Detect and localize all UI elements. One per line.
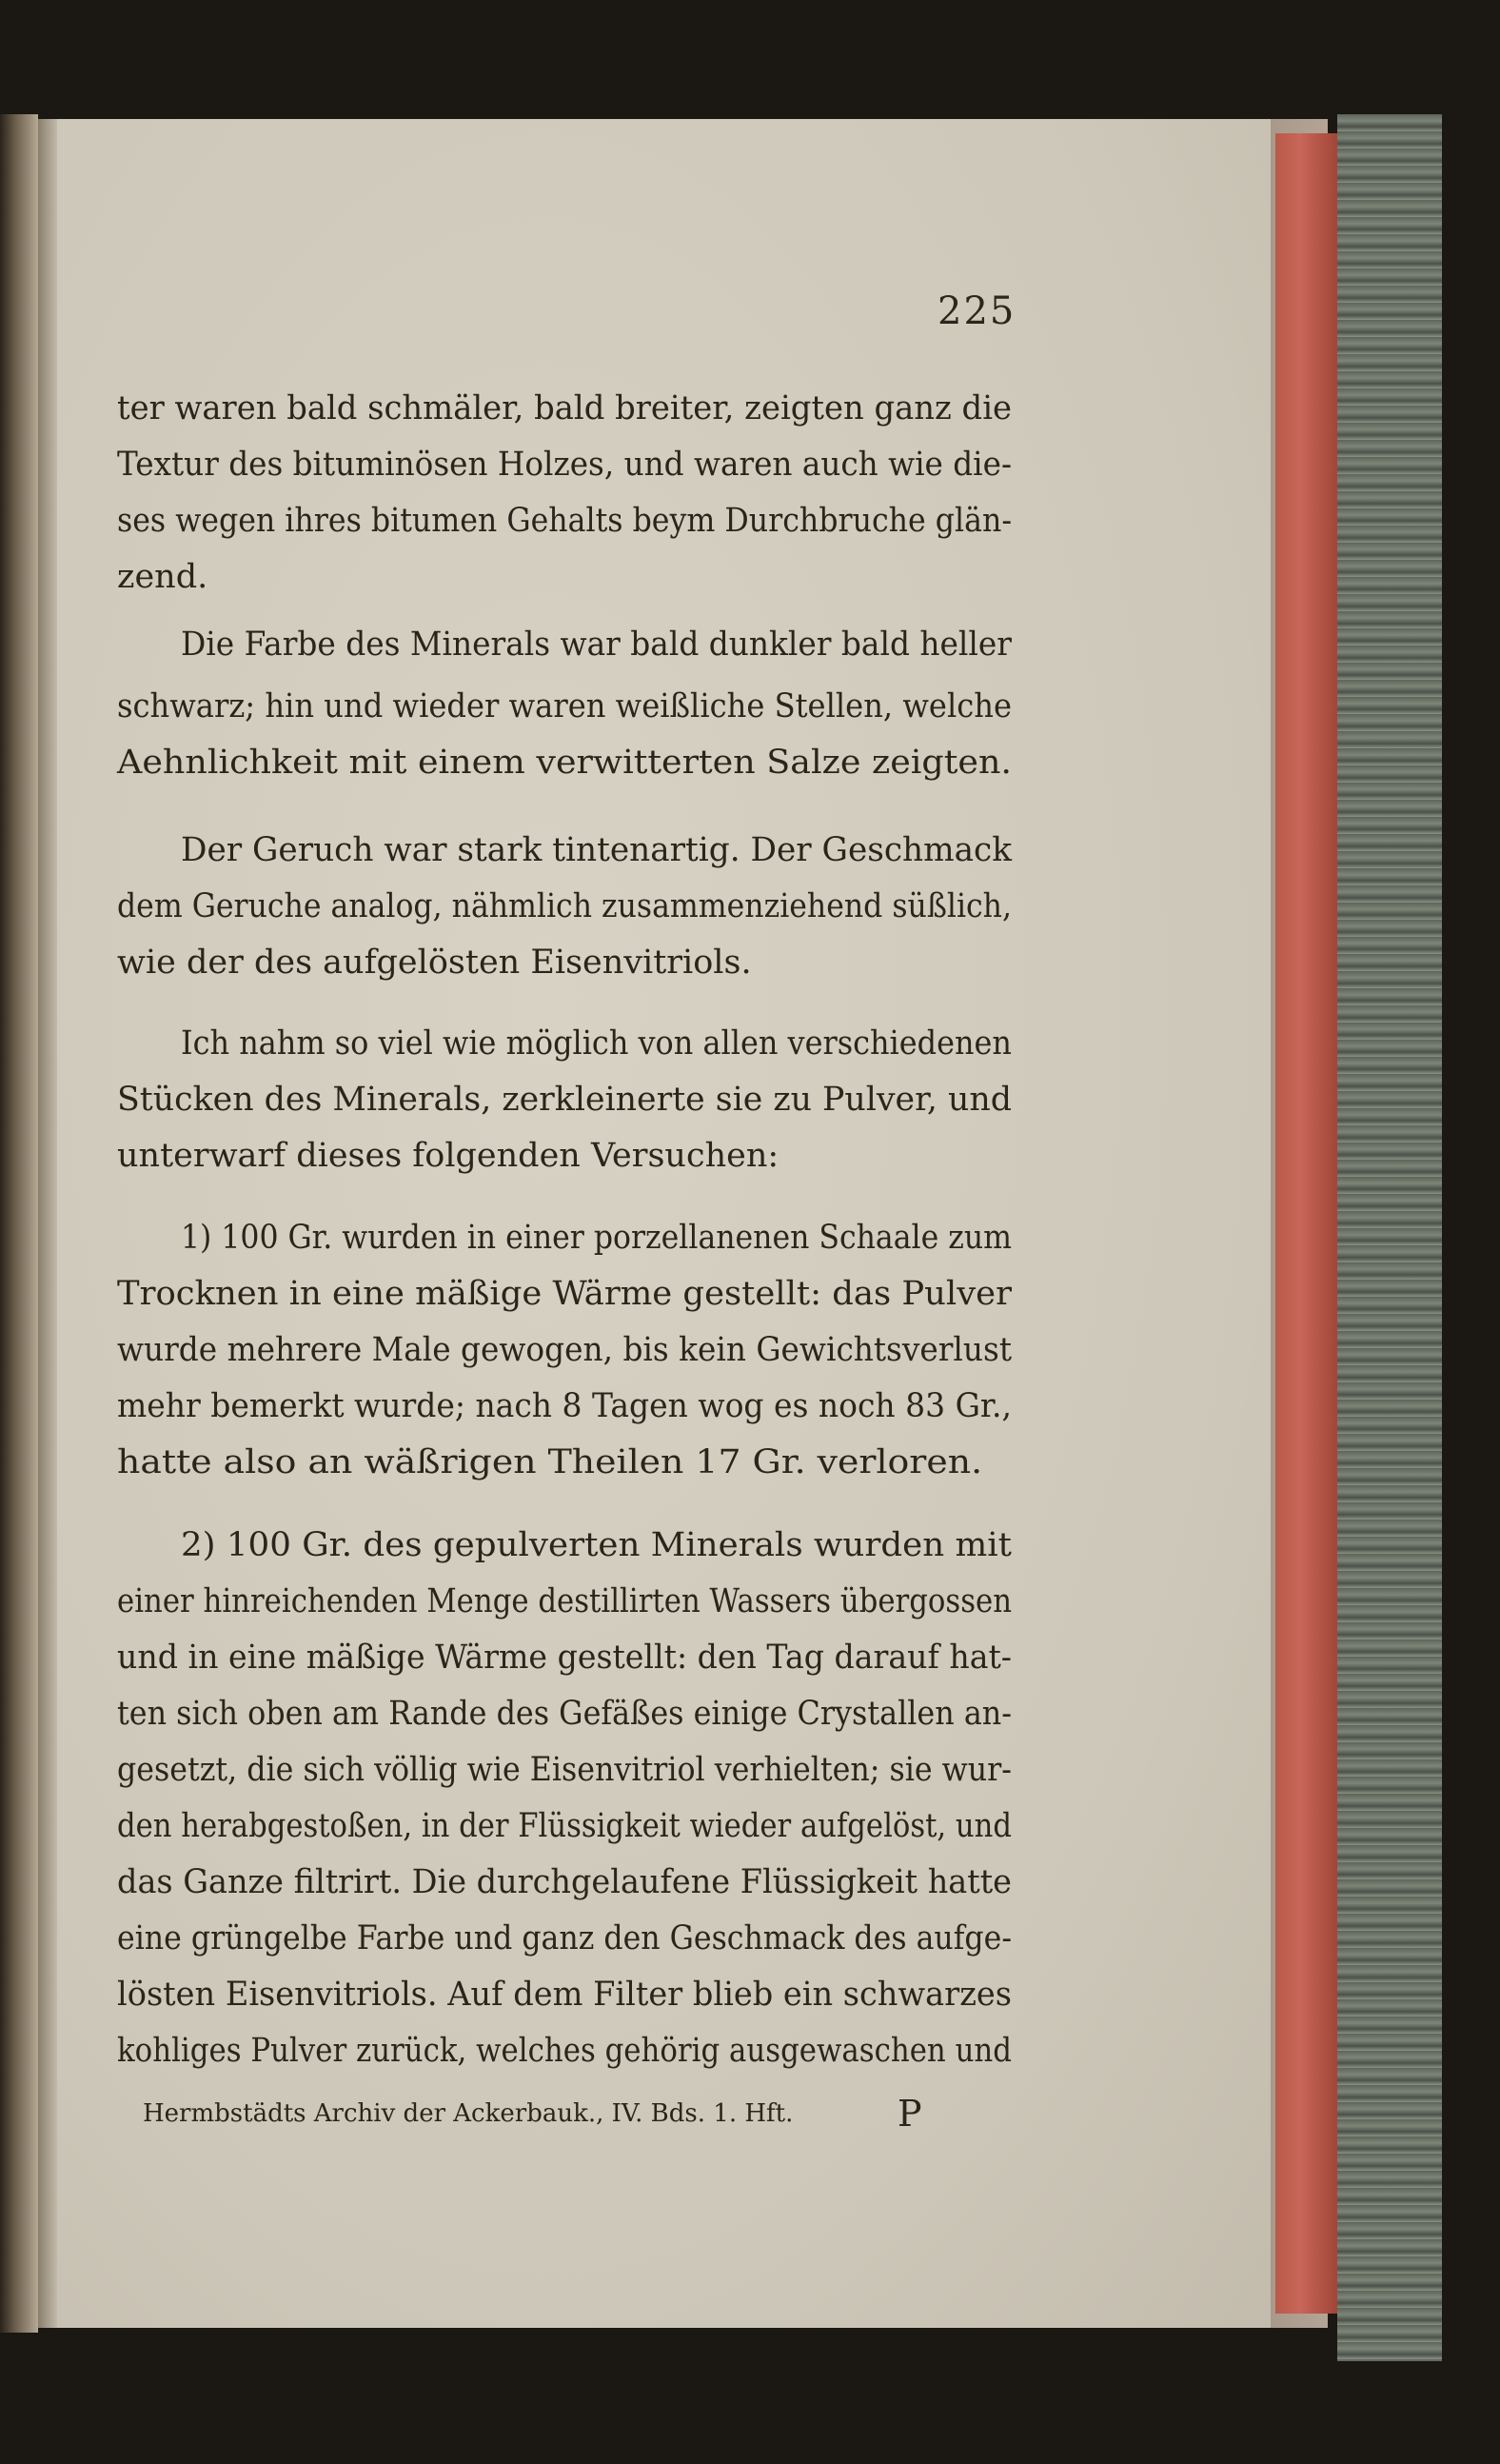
signature-mark: P: [898, 2093, 922, 2135]
left-page-edge: [0, 114, 38, 2333]
text-line: schwarz; hin und wieder waren weißliche Stellen, welche: [117, 687, 1012, 725]
text-line: Trocknen in eine mäßige Wärme gestellt: das Pulver: [117, 1275, 1012, 1313]
text-line: hatte also an wäßrigen Theilen 17 Gr. verloren.: [117, 1443, 983, 1481]
red-page-edge: [1275, 133, 1337, 2314]
text-line: wie der des aufgelösten Eisenvitriols.: [117, 944, 752, 982]
text-line: lösten Eisenvitriols. Auf dem Filter blieb ein schwarzes: [117, 1976, 1012, 2014]
text-line: dem Geruche analog, nähmlich zusammenziehend süßlich,: [117, 887, 1012, 925]
text-line: Aehnlichkeit mit einem verwitterten Salze zeigten.: [117, 744, 1012, 782]
text-line: ten sich oben am Rande des Gefäßes einige Crystallen an-: [117, 1695, 1012, 1733]
text-line: mehr bemerkt wurde; nach 8 Tagen wog es noch 83 Gr.,: [117, 1387, 1012, 1425]
text-line: 1) 100 Gr. wurden in einer porzellanenen Schaale zum: [181, 1219, 1012, 1257]
text-line: unterwarf dieses folgenden Versuchen:: [117, 1137, 780, 1175]
text-line: Die Farbe des Minerals war bald dunkler bald heller: [181, 626, 1012, 664]
text-line: den herabgestoßen, in der Flüssigkeit wieder aufgelöst, und: [117, 1807, 1012, 1845]
text-line: eine grüngelbe Farbe und ganz den Geschmack des aufge-: [117, 1919, 1012, 1957]
text-line: 2) 100 Gr. des gepulverten Minerals wurden mit: [181, 1526, 1012, 1564]
text-line: und in eine mäßige Wärme gestellt: den Tag darauf hat-: [117, 1639, 1012, 1677]
text-line: ses wegen ihres bitumen Gehalts beym Durchbruche glän-: [117, 502, 1012, 540]
page-number: 225: [938, 289, 1016, 333]
text-line: kohliges Pulver zurück, welches gehörig ausgewaschen und: [117, 2032, 1012, 2070]
text-line: einer hinreichenden Menge destillirten Wassers übergossen: [117, 1582, 1012, 1620]
footer-citation: Hermbstädts Archiv der Ackerbauk., IV. Bds. 1. Hft.: [143, 2099, 794, 2128]
text-line: Textur des bituminösen Holzes, und waren auch wie die-: [117, 446, 1012, 484]
text-line: zend.: [117, 558, 208, 596]
text-line: gesetzt, die sich völlig wie Eisenvitriol verhielten; sie wur-: [117, 1751, 1012, 1789]
text-line: Der Geruch war stark tintenartig. Der Geschmack: [181, 831, 1012, 869]
text-line: wurde mehrere Male gewogen, bis kein Gewichtsverlust: [117, 1331, 1012, 1369]
book-cover: [1337, 114, 1442, 2361]
text-line: ter waren bald schmäler, bald breiter, zeigten ganz die: [117, 389, 1012, 427]
text-line: Ich nahm so viel wie möglich von allen verschiedenen: [181, 1024, 1012, 1063]
text-line: das Ganze filtrirt. Die durchgelaufene Flüssigkeit hatte: [117, 1863, 1012, 1901]
text-line: Stücken des Minerals, zerkleinerte sie zu Pulver, und: [117, 1081, 1012, 1119]
